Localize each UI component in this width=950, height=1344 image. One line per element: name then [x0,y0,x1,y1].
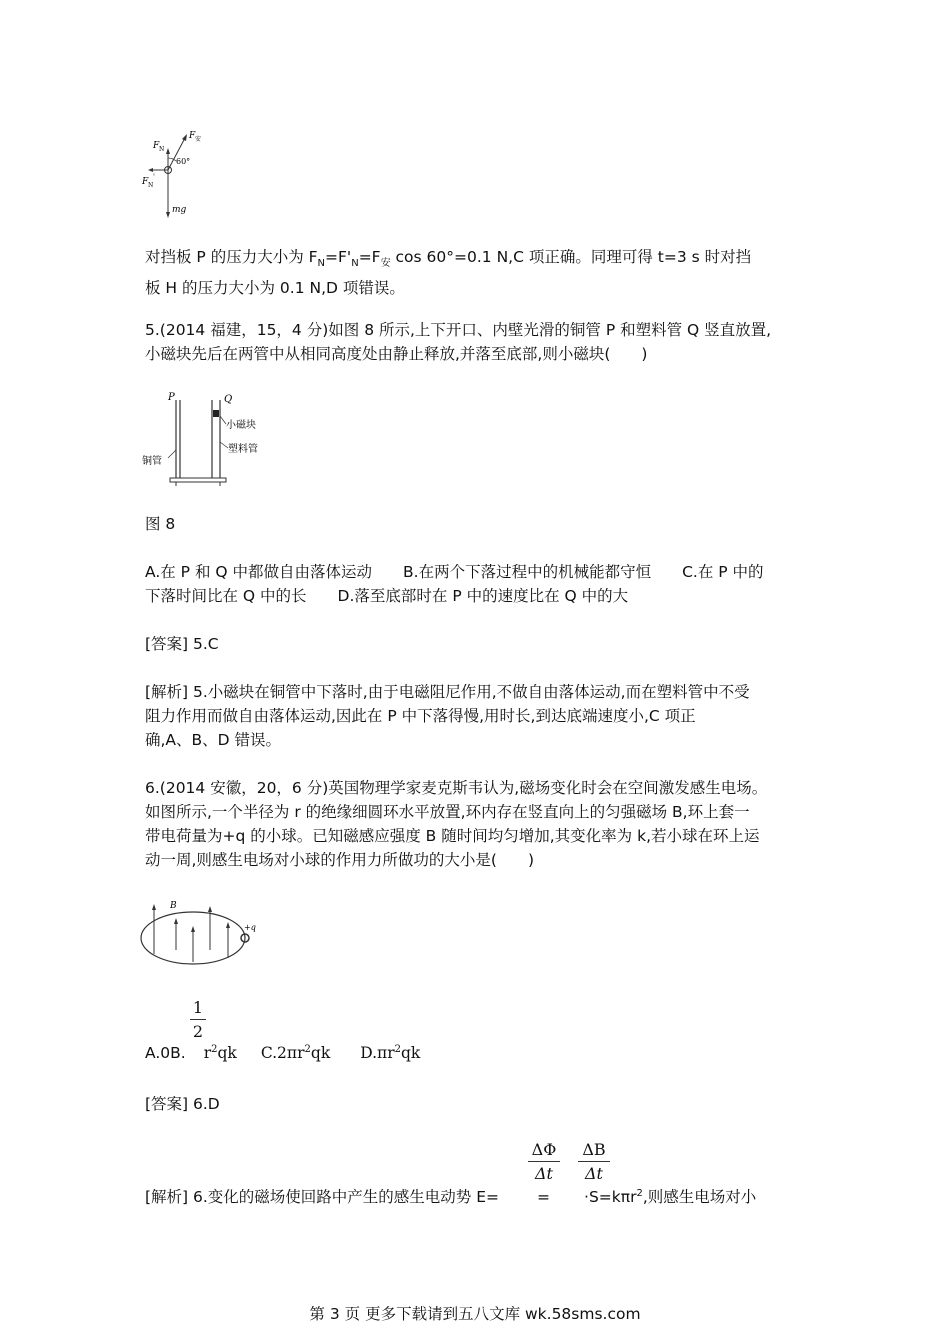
question-6-line-3: 带电荷量为+q 的小球。已知磁感应强度 B 随时间均匀增加,其变化率为 k,若小球在环上运 [145,827,760,845]
fig8-label-p: P [168,392,175,403]
fig-sub-n1: N [159,146,165,153]
ring-field-figure [138,896,260,970]
fig8-label-plastic: 塑料管 [228,444,258,455]
option-b-text: $r^2qk$ [203,1044,237,1063]
fig-label-fn2: F [142,177,149,187]
question-6 [145,776,815,872]
figure-8-tubes [140,390,280,488]
explanation-5-line-3: 确,A、B、D 错误。 [145,731,282,749]
option-b-fraction: $\frac{1}{2}$ [190,998,206,1041]
question-5-options-line-1: A.在 P 和 Q 中都做自由落体运动 B.在两个下落过程中的机械能都守恒 C.在 P 中的 [145,563,764,581]
ring-label-q: +q [244,923,256,932]
fig-label-angle: 60° [176,157,191,166]
question-6-line-4: 动一周,则感生电场对小球的作用力所做功的大小是( ) [145,851,535,869]
question-5-line-1: 5.(2014 福建，15，4 分)如图 8 所示,上下开口、内壁光滑的铜管 P 和塑料管 Q 竖直放置, [145,321,772,339]
page-footer: 第 3 页 更多下载请到五八文库 wk.58sms.com [309,1305,641,1323]
explanation-5 [145,680,815,752]
fraction-db-dt: $\frac{\Delta B}{\Delta t}$ [578,1140,610,1183]
question-5-line-2: 小磁块先后在两管中从相同高度处由静止释放,并落至底部,则小磁块( ) [145,345,648,363]
fig-sub-an: 安 [195,136,202,143]
question-6-line-2: 如图所示,一个半径为 r 的绝缘细圆环水平放置,环内存在竖直向上的匀强磁场 B,环上套一 [145,803,750,821]
fig-prime: ' [153,173,155,181]
answer-6: [答案] 6.D [145,1095,220,1113]
question-5-options-line-2: 下落时间比在 Q 中的长 D.落至底部时在 P 中的速度比在 Q 中的大 [145,587,629,605]
fig8-label-magnet: 小磁块 [226,420,256,431]
figure-8-caption: 图 8 [145,515,176,533]
solution-continuation [145,245,815,300]
option-c: $C.2\pi r^2qk$ [260,1044,331,1063]
fig-label-fn: F [153,141,160,151]
question-5-options [145,560,815,608]
equals-sign: = [537,1188,551,1207]
answer-5: [答案] 5.C [145,635,219,653]
solution-line-1: 对挡板 P 的压力大小为 $F_N=F'_N=F_安$ cos 60°=0.1 N,C 项正确。同理可得 t=3 s 时对挡 [145,248,752,270]
explanation-5-line-1: [解析] 5.小磁块在铜管中下落时,由于电磁阻尼作用,不做自由落体运动,而在塑料管中不受 [145,683,750,701]
fig-label-mg: mg [172,205,187,215]
explanation-5-line-2: 阻力作用而做自由落体运动,因此在 P 中下落得慢,用时长,到达底端速度小,C 项正 [145,707,696,725]
fig8-label-q: Q [224,394,233,405]
fig-label-fan: F [189,131,196,141]
ring-label-b: B [170,901,177,911]
option-a: A.0B. [145,1044,186,1063]
fig-sub-n2: N [148,182,154,189]
solution-line-2: 板 H 的压力大小为 0.1 N,D 项错误。 [145,279,405,298]
fraction-dphi-dt: $\frac{\Delta\Phi}{\Delta t}$ [528,1140,560,1183]
question-6-options [145,1038,815,1065]
explanation-6-text: [解析] 6.变化的磁场使回路中产生的感生电动势 E= [145,1188,500,1207]
explanation-6: [解析] 6.变化的磁场使回路中产生的感生电动势 E= = ·S=kπr$^2$,则感生电场对小 [145,1188,757,1207]
question-5 [145,318,815,366]
option-d: $D.\pi r^2qk$ [360,1044,421,1063]
fig8-label-copper: 铜管 [142,456,162,467]
question-6-line-1: 6.(2014 安徽，20，6 分)英国物理学家麦克斯韦认为,磁场变化时会在空间激发感生电场。 [145,779,768,797]
force-diagram [140,128,220,218]
